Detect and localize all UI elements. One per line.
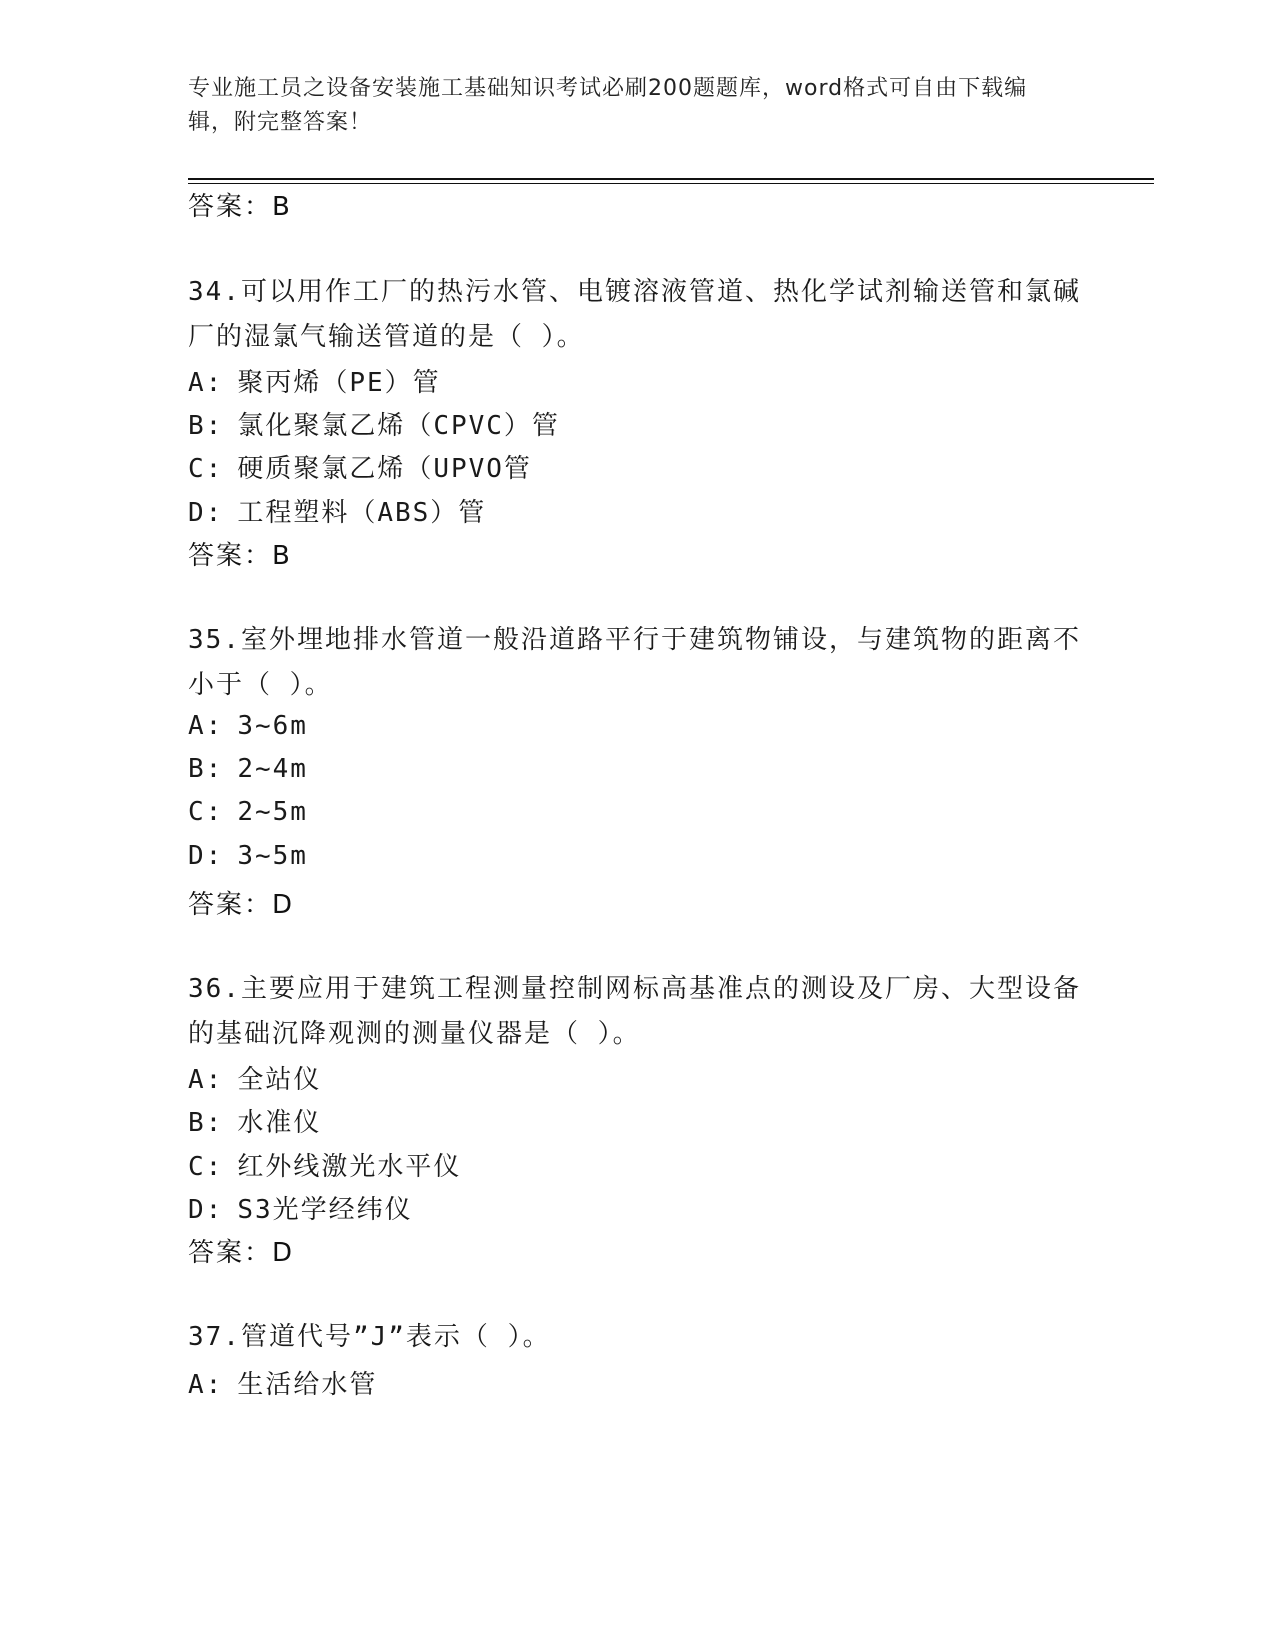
option-letter: C:	[188, 454, 224, 484]
option-d	[188, 492, 486, 529]
option-text: 聚丙烯（PE）管	[237, 368, 441, 398]
option-c	[188, 1146, 461, 1183]
answer-label: 答案：	[188, 1238, 273, 1268]
option-letter: A:	[188, 1370, 224, 1400]
option-d	[188, 1189, 413, 1226]
question-stem: 36.主要应用于建筑工程测量控制网标高基准点的测设及厂房、大型设备的基础沉降观测的测量仪器是（ ）。	[188, 974, 1081, 1049]
answer-value: D	[272, 1238, 293, 1268]
option-text: 2~4m	[237, 754, 308, 784]
option-b	[188, 754, 308, 784]
option-d	[188, 841, 308, 871]
option-letter: C:	[188, 797, 224, 827]
option-text: 工程塑料（ABS）管	[237, 498, 487, 528]
option-a	[188, 711, 308, 741]
header-divider-thin	[188, 183, 1154, 184]
answer-label: 答案：	[188, 890, 273, 920]
option-text: 氯化聚氯乙烯（CPVC）管	[237, 411, 560, 441]
option-letter: B:	[188, 754, 224, 784]
answer-value: B	[272, 192, 290, 222]
option-c	[188, 797, 308, 827]
option-text: 3~5m	[237, 841, 308, 871]
option-letter: A:	[188, 368, 224, 398]
header-divider	[188, 178, 1154, 180]
option-letter: C:	[188, 1152, 224, 1182]
option-text: 硬质聚氯乙烯（UPVO管	[237, 454, 532, 484]
option-a	[188, 362, 441, 399]
answer-value: B	[272, 541, 290, 571]
option-letter: A:	[188, 1065, 224, 1095]
option-a	[188, 1364, 377, 1401]
option-text: S3光学经纬仪	[237, 1195, 413, 1225]
answer-value: D	[272, 890, 293, 920]
option-letter: B:	[188, 411, 224, 441]
answer-line	[188, 1232, 292, 1269]
option-a	[188, 1059, 321, 1096]
question-stem: 35.室外埋地排水管道一般沿道路平行于建筑物铺设，与建筑物的距离不小于（ ）。	[188, 625, 1081, 700]
option-letter: D:	[188, 498, 224, 528]
option-text: 2~5m	[237, 797, 308, 827]
option-letter: D:	[188, 1195, 224, 1225]
option-b	[188, 1102, 321, 1139]
option-b	[188, 405, 560, 442]
question-stem: 37.管道代号”J”表示（ ）。	[188, 1322, 551, 1352]
option-text: 3~6m	[237, 711, 308, 741]
answer-label: 答案：	[188, 541, 273, 571]
answer-line	[188, 884, 292, 921]
page-header: 专业施工员之设备安装施工基础知识考试必刷200题题库，word格式可自由下载编辑，附完整答案！	[188, 76, 1028, 135]
option-letter: D:	[188, 841, 224, 871]
option-text: 水准仪	[237, 1108, 322, 1138]
answer-line	[188, 186, 290, 223]
option-text: 全站仪	[237, 1065, 322, 1095]
answer-label: 答案：	[188, 192, 273, 222]
option-c	[188, 448, 532, 485]
option-letter: A:	[188, 711, 224, 741]
question-stem: 34.可以用作工厂的热污水管、电镀溶液管道、热化学试剂输送管和氯碱厂的湿氯气输送管道的是（ ）。	[188, 277, 1081, 352]
answer-line	[188, 535, 290, 572]
option-text: 生活给水管	[237, 1370, 378, 1400]
option-text: 红外线激光水平仪	[237, 1152, 462, 1182]
option-letter: B:	[188, 1108, 224, 1138]
